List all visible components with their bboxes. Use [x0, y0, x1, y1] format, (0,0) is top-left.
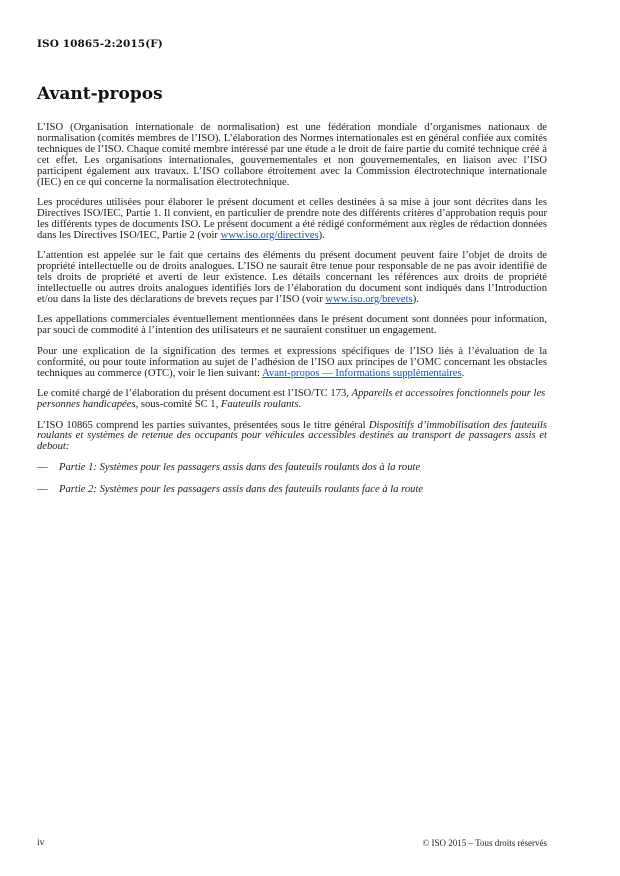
paragraph-trade-names: Les appellations commerciales éventuellement mentionnées dans le présent document sont données pour information, par souci de commodité à l’intention des utilisateurs et ne sauraient constituer un engagement. [37, 314, 547, 337]
paragraph-parts-intro [37, 421, 547, 454]
paragraph-procedures [37, 198, 547, 242]
paragraph-conformity-text: Pour une explication de la signification des termes et expressions spécifiques de l’ISO liés à l’évaluation de la conformité, ou pour toute information au sujet de l’adhésion de l’ISO aux principes de l’OMC concernant les obstacles techniques au commerce (OTC), voir le lien suivant: [37, 345, 547, 379]
directives-link[interactable]: www.iso.org/directives [220, 229, 319, 241]
paragraph-parts-intro-text: L’ISO 10865 comprend les parties suivantes, présentées sous le titre général [37, 419, 369, 431]
standard-identifier: ISO 10865-2:2015(F) [37, 38, 163, 50]
paragraph-procedures-tail: ). [318, 229, 325, 241]
paragraph-patents-tail: ). [412, 293, 419, 305]
general-title: Dispositifs d’immobilisation des fauteuils roulants et systèmes de retenue des occupants pour véhicules accessibles destinés au transport de passagers assis et debout: [37, 419, 547, 453]
list-item [37, 463, 547, 474]
copyright-notice: © ISO 2015 – Tous droits réservés [422, 838, 547, 848]
paragraph-patents [37, 251, 547, 306]
paragraph-organisation: L’ISO (Organisation internationale de normalisation) est une fédération mondiale d’organismes nationaux de normalisation (comités membres de l’ISO). L’élaboration des Normes internationales est en général confiée aux comités techniques de l’ISO. Chaque comité membre intéressé par une étude a le droit de faire partie du comité technique créé à cet effet. Les organisations internationales, gouvernementales et non gouvernementales, en liaison avec l’ISO participent également aux travaux. L’ISO collabore étroitement avec la Commission électrotechnique internationale (IEC) en ce qui concerne la normalisation électrotechnique. [37, 122, 547, 188]
part-1-title: Partie 1: Systèmes pour les passagers assis dans des fauteuils roulants dos à la route [59, 461, 421, 473]
subcommittee-title: Fauteuils roulants [220, 399, 299, 410]
paragraph-committee [37, 389, 547, 411]
paragraph-committee-text2: , sous-comité SC 1, [135, 399, 221, 410]
paragraph-committee-tail: . [298, 399, 302, 410]
part-2-title: Partie 2: Systèmes pour les passagers assis dans des fauteuils roulants face à la route [59, 484, 424, 496]
foreword-body [37, 123, 547, 508]
paragraph-conformity-tail: . [461, 367, 465, 379]
list-item [37, 485, 547, 496]
foreword-info-link[interactable]: Avant-propos — Informations supplémentaires [262, 367, 462, 379]
paragraph-procedures-text: Les procédures utilisées pour élaborer le présent document et celles destinées à sa mise à jour sont décrites dans les Directives ISO/IEC, Partie 1. Il convient, en particulier de prendre note des différents critères d’approbation requis pour les différents types de documents ISO. Le présent document a été rédigé conformément aux règles de rédaction données dans les Directives ISO/IEC, Partie 2 (voir [37, 197, 547, 241]
patents-link[interactable]: www.iso.org/brevets [325, 293, 413, 305]
page-number: iv [37, 838, 45, 848]
committee-title: Appareils et accessoires fonctionnels pour les personnes handicapées [37, 388, 546, 410]
paragraph-conformity [37, 347, 547, 380]
paragraph-patents-text: L’attention est appelée sur le fait que certains des éléments du présent document peuvent faire l’objet de droits de propriété intellectuelle ou de droits analogues. L’ISO ne saurait être tenue pour responsable de ne pas avoir identifié de tels droits de propriété et averti de leur existence. Les détails concernant les références aux droits de propriété intellectuelle ou autres droits analogues identifiés lors de l’élaboration du document sont indiqués dans l’Introduction et/ou dans la liste des déclarations de brevets reçues par l’ISO (voir [37, 250, 547, 305]
list-dash: — [37, 461, 48, 473]
paragraph-committee-text1: Le comité chargé de l’élaboration du présent document est l’ISO/TC 173, [37, 388, 352, 400]
list-dash: — [37, 484, 48, 496]
page-title: Avant-propos [37, 84, 163, 104]
